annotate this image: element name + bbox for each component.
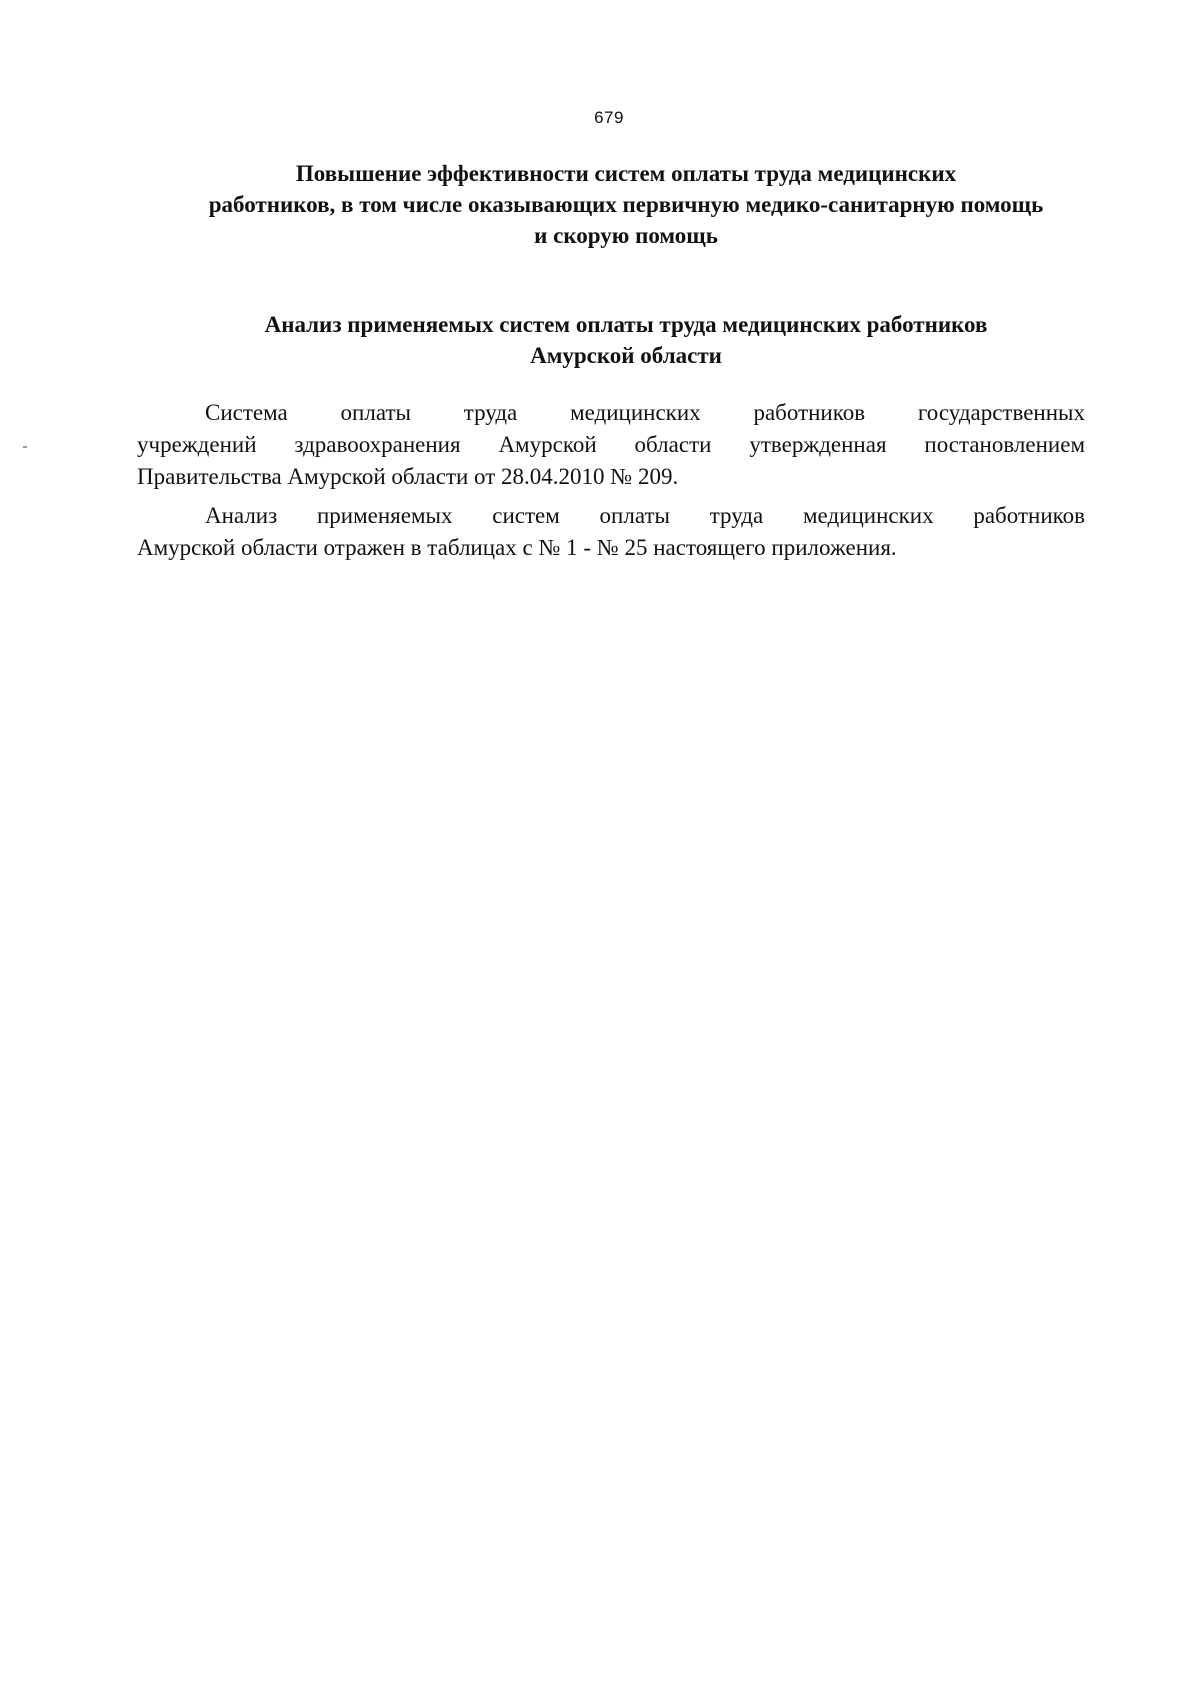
section-heading-line: Амурской области	[530, 343, 722, 368]
section-heading-line: Анализ применяемых систем оплаты труда медицинских работников	[264, 312, 988, 337]
paragraph-line: учреждений здравоохранения Амурской области утвержденная постановлением	[137, 432, 1085, 457]
paragraph-line: Правительства Амурской области от 28.04.2010 № 209.	[137, 464, 679, 489]
document-title-line: и скорую помощь	[534, 223, 718, 248]
paragraph-line: Анализ применяемых систем оплаты труда медицинских работников	[205, 503, 1085, 528]
document-title-line: Повышение эффективности систем оплаты труда медицинских	[295, 161, 957, 186]
paragraph-line: Амурской области отражен в таблицах с № 1 - № 25 настоящего приложения.	[137, 535, 897, 560]
document-title-line: работников, в том числе оказывающих первичную медико-санитарную помощь	[208, 192, 1044, 217]
paragraph-salary-system	[137, 397, 1085, 493]
paragraph-analysis-tables	[137, 500, 1085, 564]
document-title	[130, 158, 1122, 251]
scan-artifact	[23, 446, 27, 448]
paragraph-line: Система оплаты труда медицинских работников государственных	[205, 400, 1085, 425]
page-number: 679	[594, 108, 624, 127]
section-heading	[130, 309, 1122, 371]
